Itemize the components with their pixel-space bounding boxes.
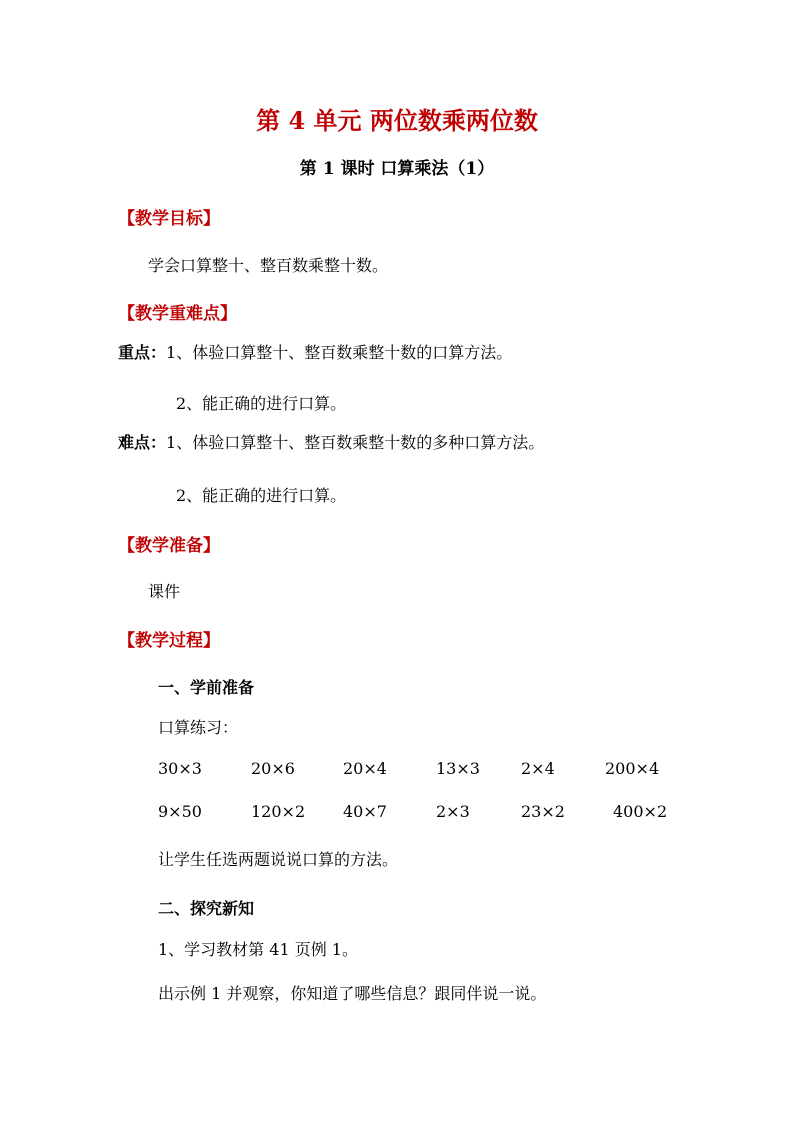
practice-row-2 bbox=[0, 802, 794, 826]
lesson-subtitle: 第 1 课时 口算乘法（1） bbox=[299, 159, 495, 179]
prep-text: 课件 bbox=[148, 582, 181, 601]
key-label: 重点： bbox=[118, 343, 167, 362]
practice-note: 让学生任选两题说说口算的方法。 bbox=[158, 850, 399, 869]
section-heading-goal: 【教学目标】 bbox=[118, 209, 220, 229]
goal-text: 学会口算整十、整百数乘整十数。 bbox=[148, 256, 389, 275]
step1-text: 1、学习教材第 41 页例 1。 bbox=[158, 940, 358, 959]
practice-item: 9×50 bbox=[158, 802, 202, 821]
step1-detail: 出示例 1 并观察，你知道了哪些信息？跟同伴说一说。 bbox=[158, 984, 547, 1003]
section-heading-key: 【教学重难点】 bbox=[118, 304, 237, 324]
difficulty-point-1: 1、体验口算整十、整百数乘整十数的多种口算方法。 bbox=[166, 433, 545, 452]
key-point-2: 2、能正确的进行口算。 bbox=[176, 394, 347, 413]
practice-item: 2×4 bbox=[521, 759, 555, 778]
practice-item: 20×6 bbox=[251, 759, 295, 778]
section-heading-prep: 【教学准备】 bbox=[118, 536, 220, 556]
practice-item: 13×3 bbox=[436, 759, 480, 778]
section-heading-process: 【教学过程】 bbox=[118, 631, 220, 651]
lesson-unit-title: 第 4 单元 两位数乘两位数 bbox=[256, 106, 538, 135]
part2-title: 二、探究新知 bbox=[158, 899, 255, 918]
practice-item: 400×2 bbox=[613, 802, 668, 821]
practice-item: 30×3 bbox=[158, 759, 202, 778]
practice-item: 23×2 bbox=[521, 802, 565, 821]
key-point-line-1 bbox=[118, 340, 512, 363]
practice-item: 40×7 bbox=[343, 802, 387, 821]
difficulty-label: 难点： bbox=[118, 433, 167, 452]
difficulty-point-2: 2、能正确的进行口算。 bbox=[176, 486, 347, 505]
part1-title: 一、学前准备 bbox=[158, 678, 255, 697]
practice-label: 口算练习： bbox=[158, 718, 239, 737]
practice-item: 20×4 bbox=[343, 759, 387, 778]
practice-item: 200×4 bbox=[605, 759, 660, 778]
key-point-1: 1、体验口算整十、整百数乘整十数的口算方法。 bbox=[166, 343, 513, 362]
difficulty-line-1 bbox=[118, 430, 544, 453]
practice-item: 120×2 bbox=[251, 802, 306, 821]
practice-row-1 bbox=[0, 759, 794, 783]
practice-item: 2×3 bbox=[436, 802, 470, 821]
